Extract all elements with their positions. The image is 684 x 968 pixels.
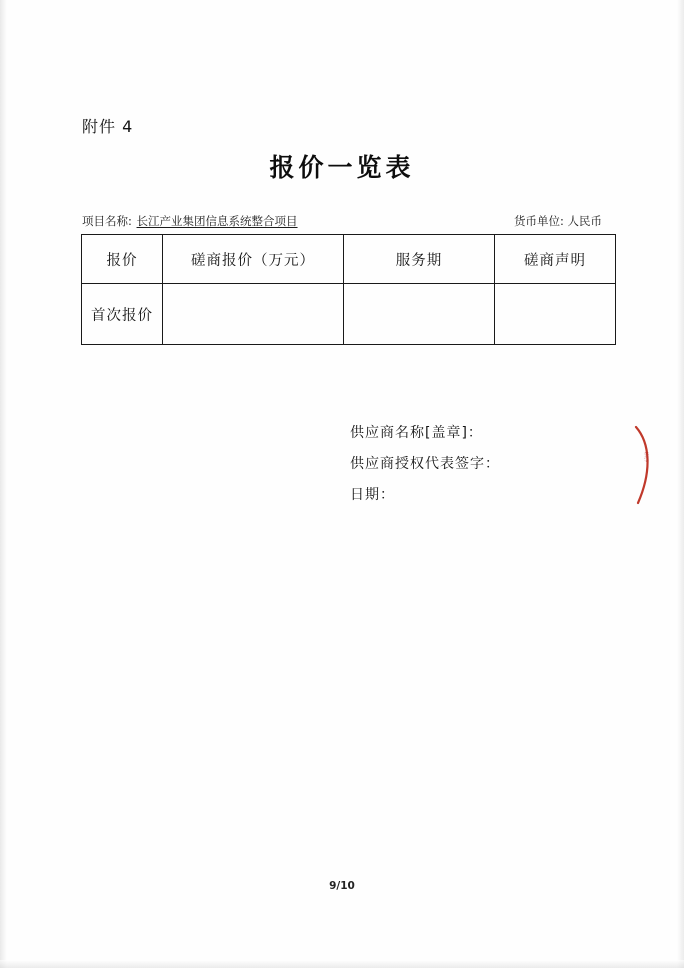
table-row-label-first-quote: 首次报价: [82, 284, 163, 345]
project-name-value: 长江产业集团信息系统整合项目: [136, 214, 298, 228]
table-cell-negotiation-statement[interactable]: [495, 284, 616, 345]
table-row: [82, 284, 616, 345]
table-header-cell-service-period: 服务期: [344, 235, 495, 284]
date-line: 日期：: [350, 487, 395, 503]
table-header-cell-quote: 报价: [82, 235, 163, 284]
project-name-field: [82, 213, 299, 229]
red-pen-annotation-icon: [630, 425, 656, 505]
currency-unit-label: 货币单位: 人民币: [513, 214, 602, 228]
page-number: 9/10: [329, 880, 355, 892]
scan-edge-right: [677, 0, 684, 968]
page-title: 报价一览表: [269, 153, 415, 182]
supplier-name-line: 供应商名称[盖章]：: [350, 425, 483, 441]
red-pen-annotation-text: 签字: [643, 452, 649, 462]
table-cell-negotiated-price[interactable]: [163, 284, 344, 345]
quotation-table: [81, 234, 616, 345]
project-name-label: 项目名称:: [82, 214, 132, 228]
table-cell-service-period[interactable]: [344, 284, 495, 345]
table-header-cell-negotiated-price: 磋商报价（万元）: [163, 235, 344, 284]
scan-edge-left: [0, 0, 7, 968]
authorized-representative-line: 供应商授权代表签字：: [350, 456, 500, 472]
table-header-row: [82, 235, 616, 284]
attachment-label: 附件 4: [82, 117, 134, 136]
table-header-cell-negotiation-statement: 磋商声明: [495, 235, 616, 284]
document-meta-row: [82, 213, 602, 229]
scan-edge-bottom: [0, 960, 684, 968]
signature-block: [350, 418, 500, 511]
